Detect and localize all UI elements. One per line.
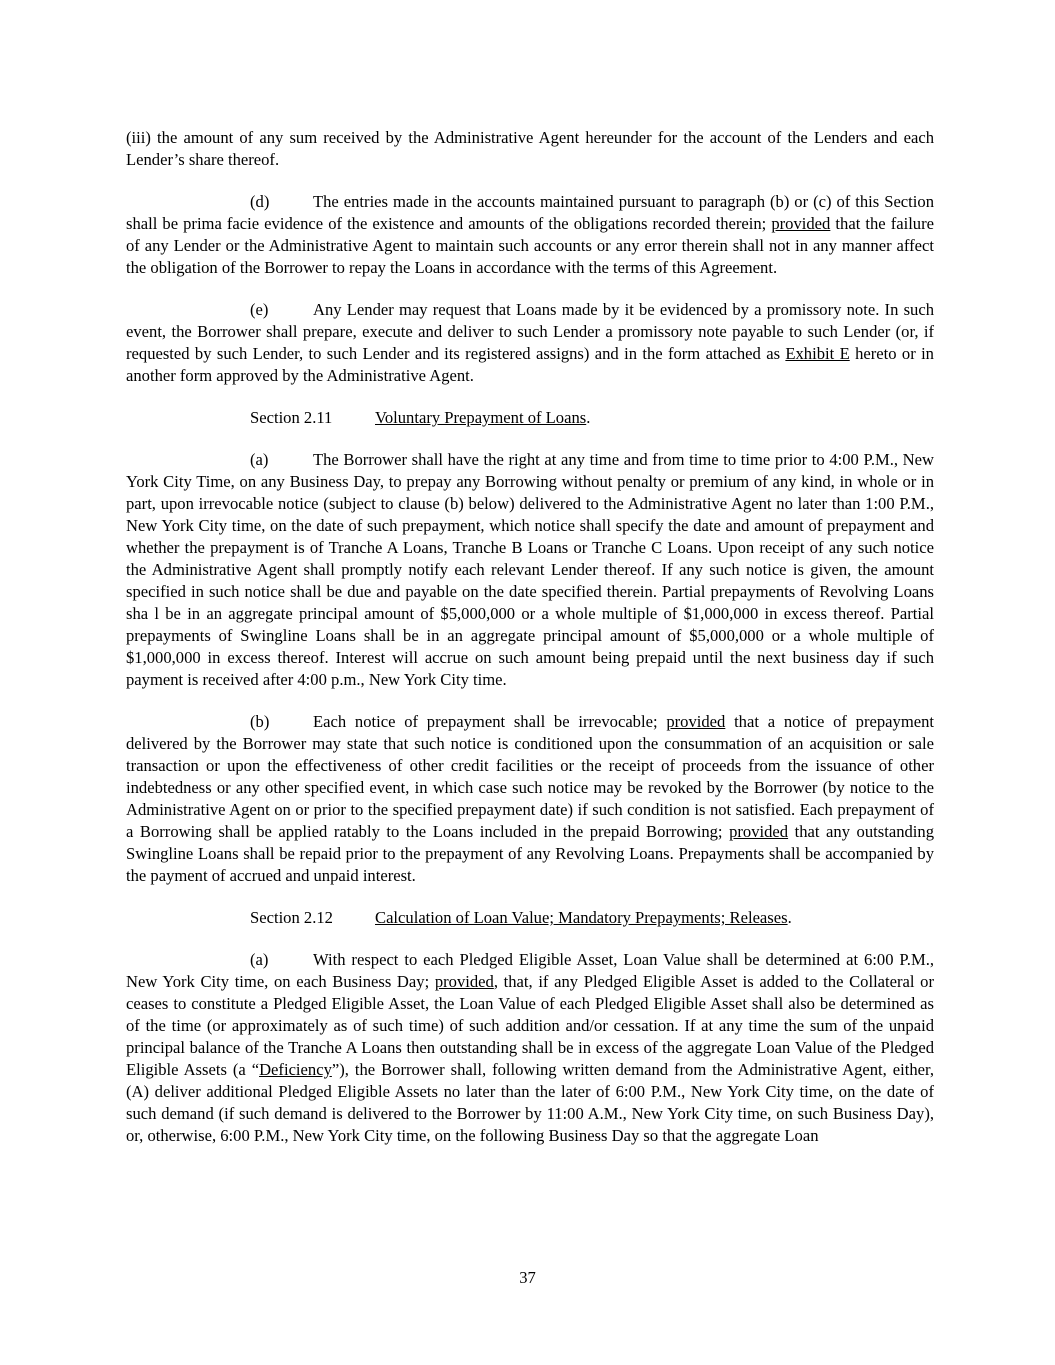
section-heading-2-11: Section 2.11 Voluntary Prepayment of Loans.	[250, 408, 591, 427]
paragraph-label: (a)	[250, 950, 269, 969]
defined-term: provided	[666, 712, 726, 731]
section-title: Calculation of Loan Value; Mandatory Prepayments; Releases	[375, 908, 788, 927]
defined-term: provided	[771, 214, 831, 233]
paragraph-label: (d)	[250, 192, 270, 211]
paragraph-e: (e) Any Lender may request that Loans made by it be evidenced by a promissory note. In such event, the Borrower shall prepare, execute and deliver to such Lender a promissory note payable to such Lender (or, if requested by such Lender, to such Lender and its registered assigns) and in the form attached as Exhibit E hereto or in another form approved by the Administrative Agent.	[126, 300, 934, 385]
paragraph-label: (a)	[250, 450, 269, 469]
paragraph-2-11-b: (b) Each notice of prepayment shall be irrevocable; provided that a notice of prepayment delivered by the Borrower may state that such notice is conditioned upon the consummation of an acquisition or sale transaction or upon the effectiveness of other credit facilities or the receipt of proceeds from the issuance of other indebtedness or any other specified event, in which case such notice may be revoked by the Borrower (by notice to the Administrative Agent on or prior to the specified prepayment date) if such condition is not satisfied. Each prepayment of a Borrowing shall be applied ratably to the Loans included in the prepaid Borrowing; provided that any outstanding Swingline Loans shall be repaid prior to the prepayment of any Revolving Loans. Prepayments shall be accompanied by the payment of accrued and unpaid interest.	[126, 712, 934, 885]
section-number: Section 2.12	[250, 908, 333, 927]
paragraph-label: (b)	[250, 712, 270, 731]
exhibit-reference: Exhibit E	[785, 344, 850, 363]
paragraph-label: (e)	[250, 300, 269, 319]
paragraph-d: (d) The entries made in the accounts maintained pursuant to paragraph (b) or (c) of this Section shall be prima facie evidence of the existence and amounts of the obligations recorded therein; provided that the failure of any Lender or the Administrative Agent to maintain such accounts or any error therein shall not in any manner affect the obligation of the Borrower to repay the Loans in accordance with the terms of this Agreement.	[126, 192, 934, 277]
defined-term: Deficiency	[259, 1060, 332, 1079]
paragraph-2-11-a: (a) The Borrower shall have the right at any time and from time to time prior to 4:00 P.M., New York City Time, on any Business Day, to prepay any Borrowing without penalty or premium of any kind, in whole or in part, upon irrevocable notice (subject to clause (b) below) delivered to the Administrative Agent no later than 1:00 P.M., New York City time, on the date of such prepayment, which notice shall specify the date and amount of prepayment and whether the prepayment is of Tranche A Loans, Tranche B Loans or Tranche C Loans. Upon receipt of any such notice the Administrative Agent shall promptly notify each relevant Lender thereof. If any such notice is given, the amount specified in such notice shall be due and payable on the date specified therein. Partial prepayments of Revolving Loans sha l be in an aggregate principal amount of $5,000,000 or a whole multiple of $1,000,000 in excess thereof. Partial prepayments of Swingline Loans shall be in an aggregate principal amount of $5,000,000 or a whole multiple of $1,000,000 in excess thereof. Interest will accrue on such amount being prepaid until the next business day if such payment is received after 4:00 p.m., New York City time.	[126, 450, 934, 689]
paragraph-iii: (iii) the amount of any sum received by the Administrative Agent hereunder for the account of the Lenders and each Lender’s share thereof.	[126, 128, 934, 169]
defined-term: provided	[434, 972, 494, 991]
section-number: Section 2.11	[250, 408, 333, 427]
page-body	[126, 127, 934, 1147]
section-title: Voluntary Prepayment of Loans	[375, 408, 587, 427]
section-heading-2-12: Section 2.12 Calculation of Loan Value; Mandatory Prepayments; Releases.	[250, 908, 792, 927]
paragraph-2-12-a: (a) With respect to each Pledged Eligible Asset, Loan Value shall be determined at 6:00 P.M., New York City time, on each Business Day; provided, that, if any Pledged Eligible Asset is added to the Collateral or ceases to constitute a Pledged Eligible Asset, the Loan Value of each Pledged Eligible Asset shall also be determined as of the time (or approximately as of such time) of such addition and/or cessation. If at any time the sum of the unpaid principal balance of the Tranche A Loans then outstanding shall be in excess of the aggregate Loan Value of the Pledged Eligible Assets (a “Deficiency”), the Borrower shall, following written demand from the Administrative Agent, either, (A) deliver additional Pledged Eligible Assets no later than the later of 6:00 P.M., New York City time, on the date of such demand (if such demand is delivered to the Borrower by 11:00 A.M., New York City time, on such Business Day), or, otherwise, 6:00 P.M., New York City time, on the following Business Day so that the aggregate Loan	[126, 950, 935, 1145]
page-number: 37	[519, 1268, 536, 1287]
defined-term: provided	[729, 822, 789, 841]
